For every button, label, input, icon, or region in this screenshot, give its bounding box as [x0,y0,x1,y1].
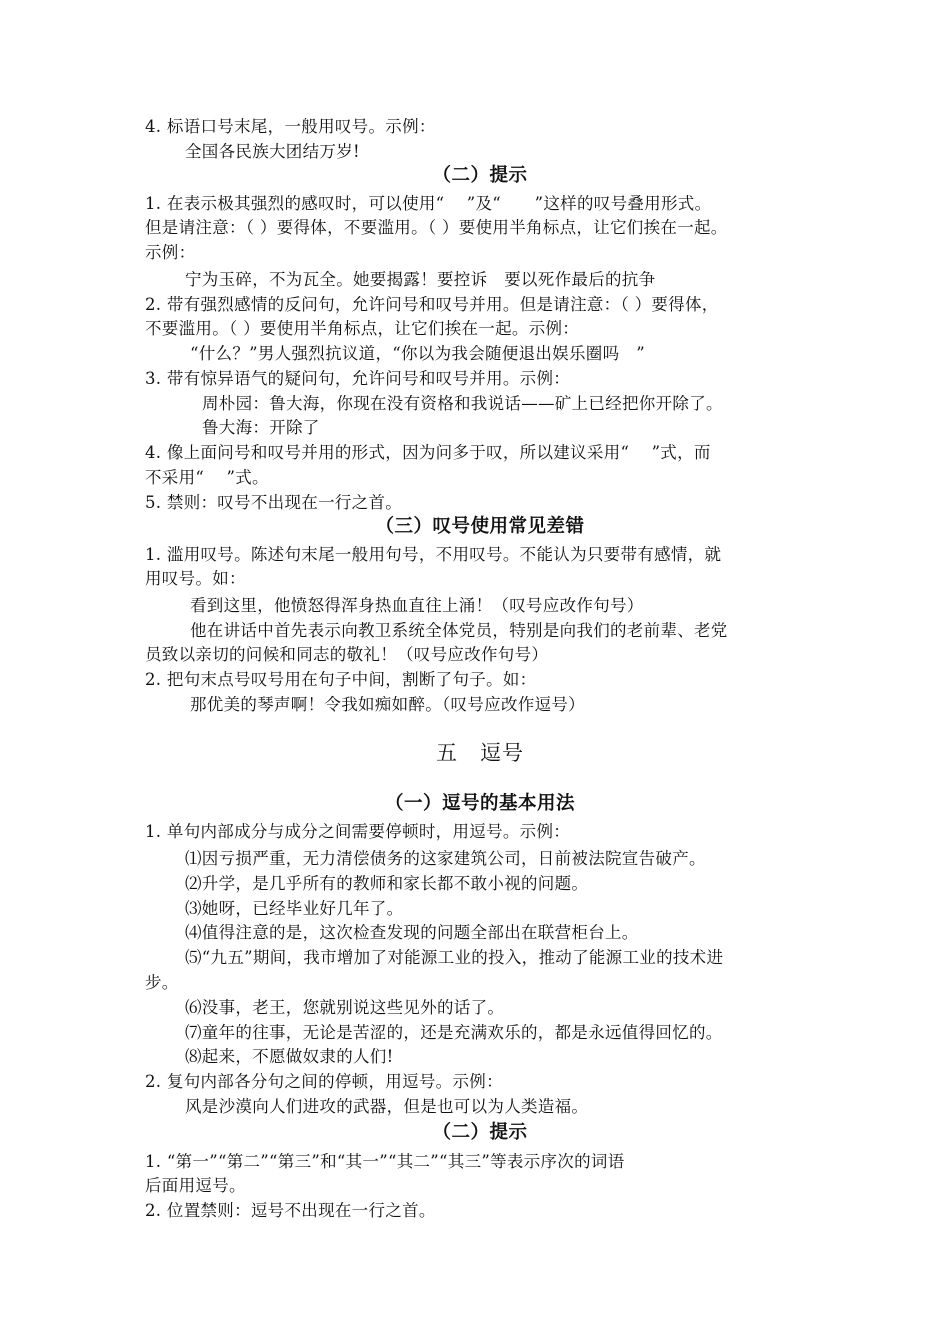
example-line: ⑵升学，是几乎所有的教师和家长都不敢小视的问题。 [185,874,589,893]
text-line: 员致以亲切的问候和同志的敬礼！（叹号应改作句号） [145,645,549,664]
example-line: 周朴园：鲁大海，你现在没有资格和我说话——矿上已经把你开除了。 [202,394,723,413]
text-line: 1. “第一”“第二”“第三”和“其一”“其二”“其三”等表示序次的词语 [145,1152,625,1171]
text-line: 2. 带有强烈感情的反问句，允许问号和叹号并用。但是请注意：（ ）要得体， [145,295,719,314]
example-line: 宁为玉碎，不为瓦全。她要揭露！要控诉 要以死作最后的抗争 [185,270,656,289]
text-line: 2. 复句内部各分句之间的停顿，用逗号。示例： [145,1072,503,1091]
example-line: ⑹没事，老王，您就别说这些见外的话了。 [185,998,505,1017]
example-line: ⑸“九五”期间，我市增加了对能源工业的投入，推动了能源工业的技术进 [185,948,724,967]
text-line: 5. 禁则：叹号不出现在一行之首。 [145,493,403,512]
chapter-heading: 五 逗号 [436,741,524,765]
text-line: 用叹号。如： [145,569,246,588]
text-line: 不要滥用。（ ）要使用半角标点，让它们挨在一起。示例： [145,319,580,338]
section-heading: （三）叹号使用常见差错 [375,516,585,537]
text-line: 1. 滥用叹号。陈述句末尾一般用句号，不用叹号。不能认为只要带有感情，就 [145,545,722,564]
text-line: 不采用“ ”式。 [145,468,269,487]
text-line: 2. 把句末点号叹号用在句子中间，割断了句子。如： [145,670,537,689]
example-line: 那优美的琴声啊！令我如痴如醉。（叹号应改作逗号） [190,695,585,714]
text-line: 2. 位置禁则：逗号不出现在一行之首。 [145,1201,436,1220]
example-line: ⑷值得注意的是，这次检查发现的问题全部出在联营柜台上。 [185,923,639,942]
example-line: 风是沙漠向人们进攻的武器，但是也可以为人类造福。 [185,1097,589,1116]
text-line: 示例： [145,243,196,262]
text-line: 4. 标语口号末尾，一般用叹号。示例： [145,117,436,136]
example-line: “什么？”男人强烈抗议道，“你以为我会随便退出娱乐圈吗 ” [190,344,645,363]
section-heading: （二）提示 [432,165,528,186]
text-line: 4. 像上面问号和叹号并用的形式，因为问多于叹，所以建议采用“ ”式，而 [145,443,711,462]
text-line: 1. 在表示极其强烈的感叹时，可以使用“ ”及“ ”这样的叹号叠用形式。 [145,194,712,213]
example-line: ⑺童年的往事，无论是苦涩的，还是充满欢乐的，都是永远值得回忆的。 [185,1023,723,1042]
text-line: 步。 [145,973,179,992]
section-heading: （二）提示 [432,1122,528,1143]
example-line: 他在讲话中首先表示向教卫系统全体党员，特别是向我们的老前辈、老党 [190,621,728,640]
example-line: ⑻起来，不愿做奴隶的人们! [185,1047,394,1066]
example-line: 鲁大海：开除了 [202,418,320,437]
example-line: 看到这里，他愤怒得浑身热血直往上涌！（叹号应改作句号） [190,596,644,615]
example-line: 全国各民族大团结万岁! [185,142,360,161]
text-line: 后面用逗号。 [145,1176,246,1195]
section-heading: （一）逗号的基本用法 [384,793,575,814]
example-line: ⑴因亏损严重，无力清偿债务的这家建筑公司，日前被法院宣告破产。 [185,849,706,868]
text-line: 1. 单句内部成分与成分之间需要停顿时，用逗号。示例： [145,822,571,841]
example-line: ⑶她呀，已经毕业好几年了。 [185,899,404,918]
text-line: 但是请注意：（ ）要得体，不要滥用。（ ）要使用半角标点，让它们挨在一起。 [145,218,728,237]
text-line: 3. 带有惊异语气的疑问句，允许问号和叹号并用。示例： [145,369,571,388]
